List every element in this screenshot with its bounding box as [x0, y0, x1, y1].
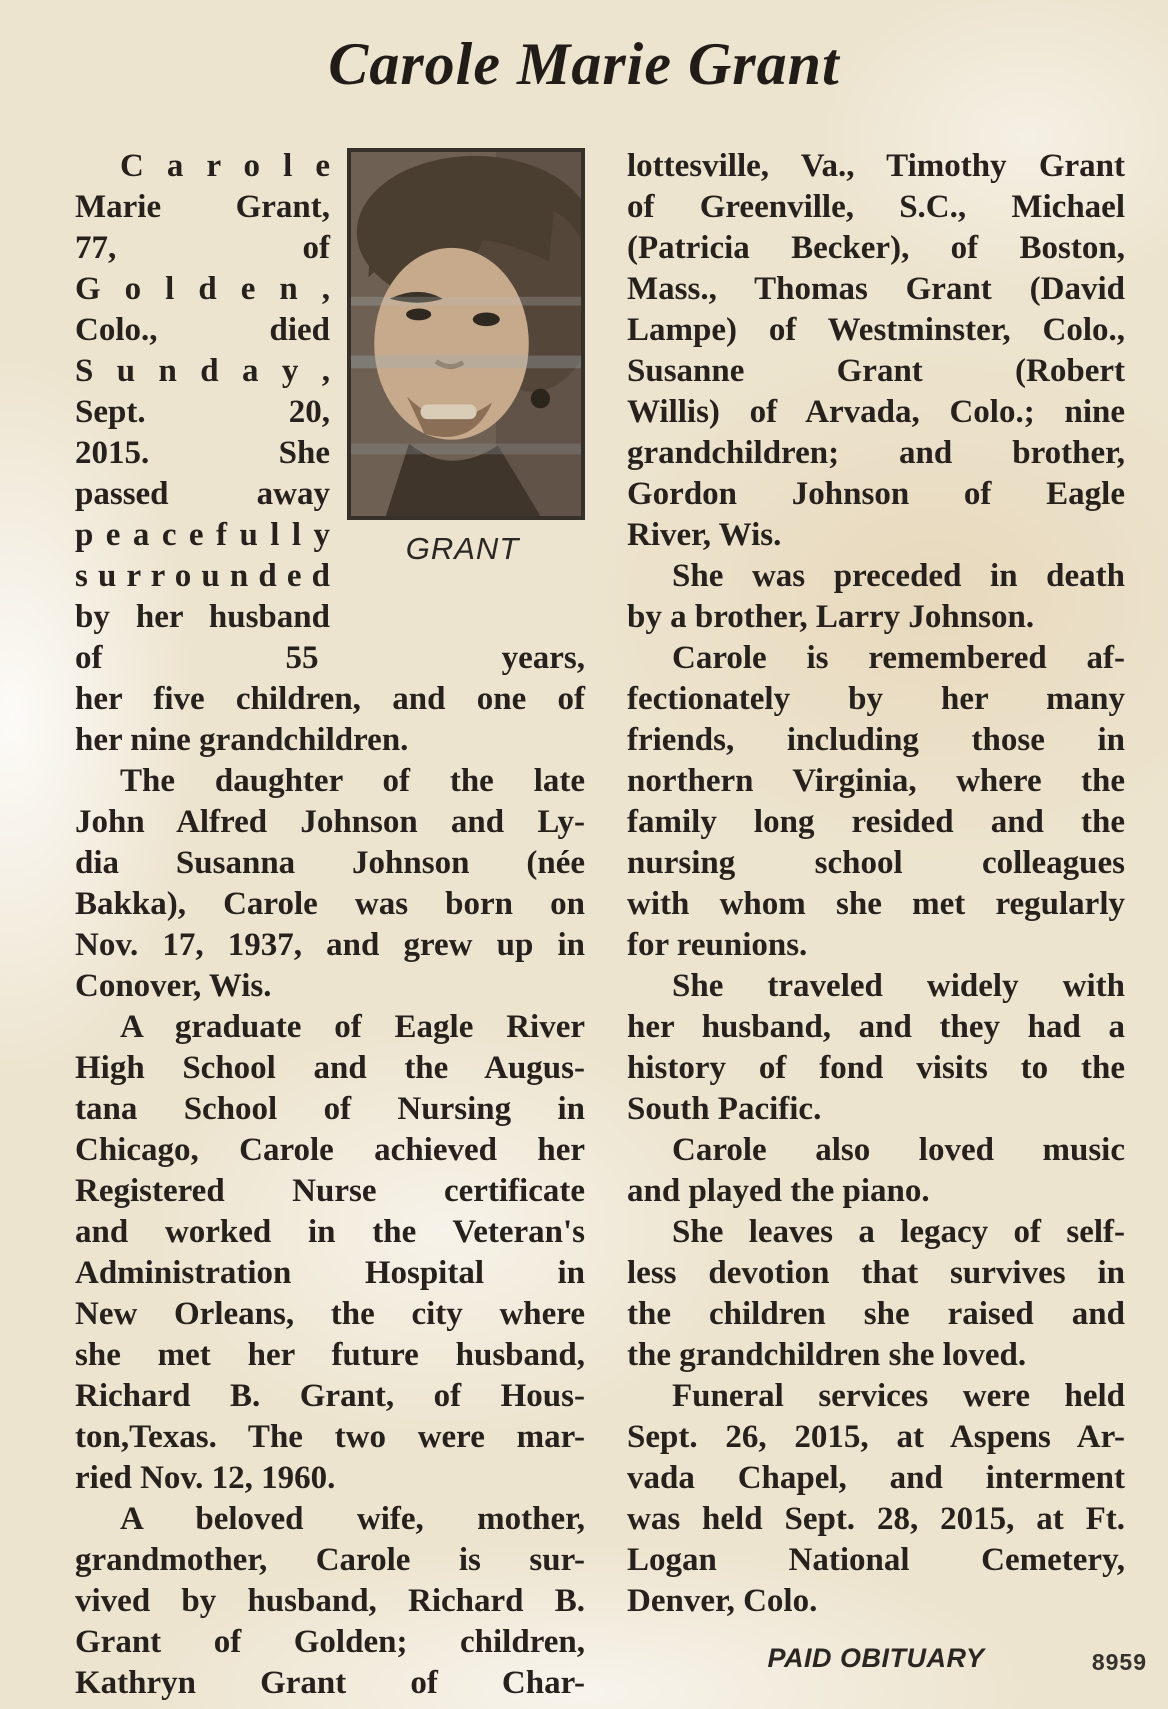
text-line: was held Sept. 28, 2015, at Ft. — [627, 1501, 1125, 1537]
text-line: S u n d a y , — [75, 353, 330, 389]
text-line: Sept. 20, — [75, 394, 330, 430]
text-line: ried Nov. 12, 1960. — [75, 1460, 336, 1496]
text-line: Sept. 26, 2015, at Aspens Ar- — [627, 1419, 1125, 1455]
text-line: vived by husband, Richard B. — [75, 1583, 585, 1619]
text-line: her husband, and they had a — [627, 1009, 1125, 1045]
text-line: 77, of — [75, 230, 330, 266]
footer-row — [627, 1638, 1147, 1678]
portrait-photo — [347, 148, 585, 520]
text-line: by a brother, Larry Johnson. — [627, 599, 1035, 635]
photo-caption: GRANT — [405, 531, 520, 566]
text-line: Susanne Grant (Robert — [627, 353, 1125, 389]
text-line: fectionately by her many — [627, 681, 1125, 717]
text-line: less devotion that survives in — [627, 1255, 1125, 1291]
text-line: A beloved wife, mother, — [120, 1501, 585, 1537]
text-line: She leaves a legacy of self- — [672, 1214, 1125, 1250]
text-line: Carole also loved music — [672, 1132, 1125, 1168]
text-line: her five children, and one of — [75, 681, 585, 717]
text-line: with whom she met regularly — [627, 886, 1125, 922]
text-line: lottesville, Va., Timothy Grant — [627, 148, 1125, 184]
text-line: Marie Grant, — [75, 189, 330, 225]
text-line: Grant of Golden; children, — [75, 1624, 585, 1660]
text-line: Mass., Thomas Grant (David — [627, 271, 1125, 307]
text-line: New Orleans, the city where — [75, 1296, 585, 1332]
right-column — [627, 146, 1147, 1704]
text-line: friends, including those in — [627, 722, 1125, 758]
text-line: the children she raised and — [627, 1296, 1125, 1332]
text-line: and worked in the Veteran's — [75, 1214, 585, 1250]
text-line: A graduate of Eagle River — [120, 1009, 585, 1045]
text-line: Kathryn Grant of Char- — [75, 1665, 585, 1701]
text-line: p e a c e f u l l y — [75, 517, 330, 553]
text-line: Willis) of Arvada, Colo.; nine — [627, 394, 1125, 430]
right-column-text — [627, 146, 1125, 1622]
text-line: C a r o l e — [120, 148, 330, 184]
text-line: vada Chapel, and interment — [627, 1460, 1125, 1496]
text-line: passed away — [75, 476, 330, 512]
text-line: the grandchildren she loved. — [627, 1337, 1027, 1373]
text-line: family long resided and the — [627, 804, 1125, 840]
text-line: Logan National Cemetery, — [627, 1542, 1125, 1578]
text-line: s u r r o u n d e d — [75, 558, 330, 594]
text-line: of Greenville, S.C., Michael — [627, 189, 1125, 225]
obituary-number: 8959 — [1091, 1649, 1147, 1675]
text-line: dia Susanna Johnson (née — [75, 845, 585, 881]
text-line: her nine grandchildren. — [75, 722, 409, 758]
text-line: (Patricia Becker), of Boston, — [627, 230, 1125, 266]
text-line: Lampe) of Westminster, Colo., — [627, 312, 1125, 348]
text-line: Colo., died — [75, 312, 330, 348]
obituary-title: Carole Marie Grant — [328, 31, 840, 97]
text-line: grandmother, Carole is sur- — [75, 1542, 585, 1578]
text-line: grandchildren; and brother, — [627, 435, 1125, 471]
text-line: John Alfred Johnson and Ly- — [75, 804, 585, 840]
text-line: history of fond visits to the — [627, 1050, 1125, 1086]
photo-figure — [340, 148, 585, 604]
text-line: tana School of Nursing in — [75, 1091, 585, 1127]
text-line: Carole is remembered af- — [672, 640, 1125, 676]
text-line: Administration Hospital in — [75, 1255, 585, 1291]
text-line: northern Virginia, where the — [627, 763, 1125, 799]
text-line: and played the piano. — [627, 1173, 930, 1209]
text-line: G o l d e n , — [75, 271, 330, 307]
paid-obituary-label: PAID OBITUARY — [767, 1643, 985, 1673]
text-line: for reunions. — [627, 927, 808, 963]
text-line: River, Wis. — [627, 517, 782, 553]
text-line: Conover, Wis. — [75, 968, 272, 1004]
text-line: nursing school colleagues — [627, 845, 1125, 881]
text-line: she met her future husband, — [75, 1337, 585, 1373]
text-line: Richard B. Grant, of Hous- — [75, 1378, 585, 1414]
article-body — [0, 146, 1168, 1704]
text-line: Chicago, Carole achieved her — [75, 1132, 585, 1168]
text-line: Gordon Johnson of Eagle — [627, 476, 1125, 512]
text-line: South Pacific. — [627, 1091, 822, 1127]
text-line: She was preceded in death — [672, 558, 1125, 594]
text-line: Funeral services were held — [672, 1378, 1125, 1414]
text-line: Bakka), Carole was born on — [75, 886, 585, 922]
text-line: She traveled widely with — [672, 968, 1125, 1004]
text-line: Denver, Colo. — [627, 1583, 818, 1619]
text-line: Nov. 17, 1937, and grew up in — [75, 927, 585, 963]
text-line: by her husband of 55 years, — [75, 599, 585, 676]
text-line: Registered Nurse certificate — [75, 1173, 585, 1209]
text-line: 2015. She — [75, 435, 330, 471]
left-column — [75, 146, 585, 1704]
text-line: The daughter of the late — [120, 763, 585, 799]
portrait-illustration — [351, 152, 581, 516]
text-line: ton,Texas. The two were mar- — [75, 1419, 585, 1455]
text-line: High School and the Augus- — [75, 1050, 585, 1086]
